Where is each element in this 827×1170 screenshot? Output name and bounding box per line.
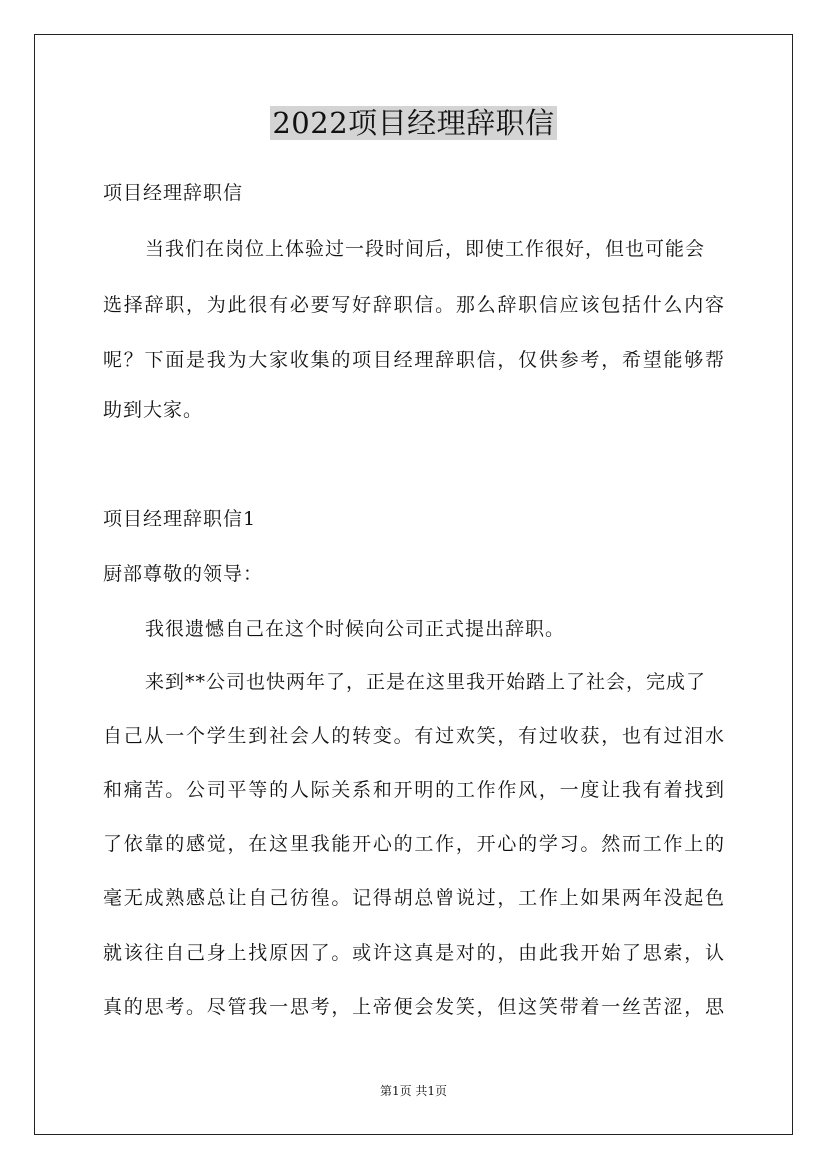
document-heading: 项目经理辞职信 (103, 182, 244, 204)
paragraph-2-line-5: 毫无成熟感总让自己彷徨。记得胡总曾说过，工作上如果两年没起色 (103, 887, 725, 909)
document-title-text: 2022项目经理辞职信 (272, 106, 555, 140)
paragraph-2-line-1: 来到**公司也快两年了，正是在这里我开始踏上了社会，完成了 (145, 671, 707, 693)
intro-line-4: 助到大家。 (103, 399, 204, 421)
page-number: 第1页 共1页 (379, 1084, 448, 1098)
paragraph-2-line-6: 就该往自己身上找原因了。或许这真是对的，由此我开始了思索，认 (103, 942, 725, 964)
paragraph-2-line-3: 和痛苦。公司平等的人际关系和开明的工作作风，一度让我有着找到 (103, 779, 725, 801)
paragraph-2-line-7: 真的思考。尽管我一思考，上帝便会发笑，但这笑带着一丝苦涩，思 (103, 996, 725, 1018)
intro-line-1: 当我们在岗位上体验过一段时间后，即使工作很好，但也可能会 (145, 238, 706, 260)
intro-line-3: 呢？下面是我为大家收集的项目经理辞职信，仅供参考，希望能够帮 (103, 349, 725, 371)
document-title (0, 104, 827, 142)
section-title: 项目经理辞职信1 (103, 508, 257, 530)
salutation: 厨部尊敬的领导： (103, 563, 264, 585)
paragraph-1: 我很遗憾自己在这个时候向公司正式提出辞职。 (145, 618, 566, 640)
intro-line-2: 选择辞职，为此很有必要写好辞职信。那么辞职信应该包括什么内容 (103, 294, 725, 316)
paragraph-2-line-4: 了依靠的感觉，在这里我能开心的工作，开心的学习。然而工作上的 (103, 833, 725, 855)
paragraph-2-line-2: 自己从一个学生到社会人的转变。有过欢笑，有过收获，也有过泪水 (103, 725, 725, 747)
